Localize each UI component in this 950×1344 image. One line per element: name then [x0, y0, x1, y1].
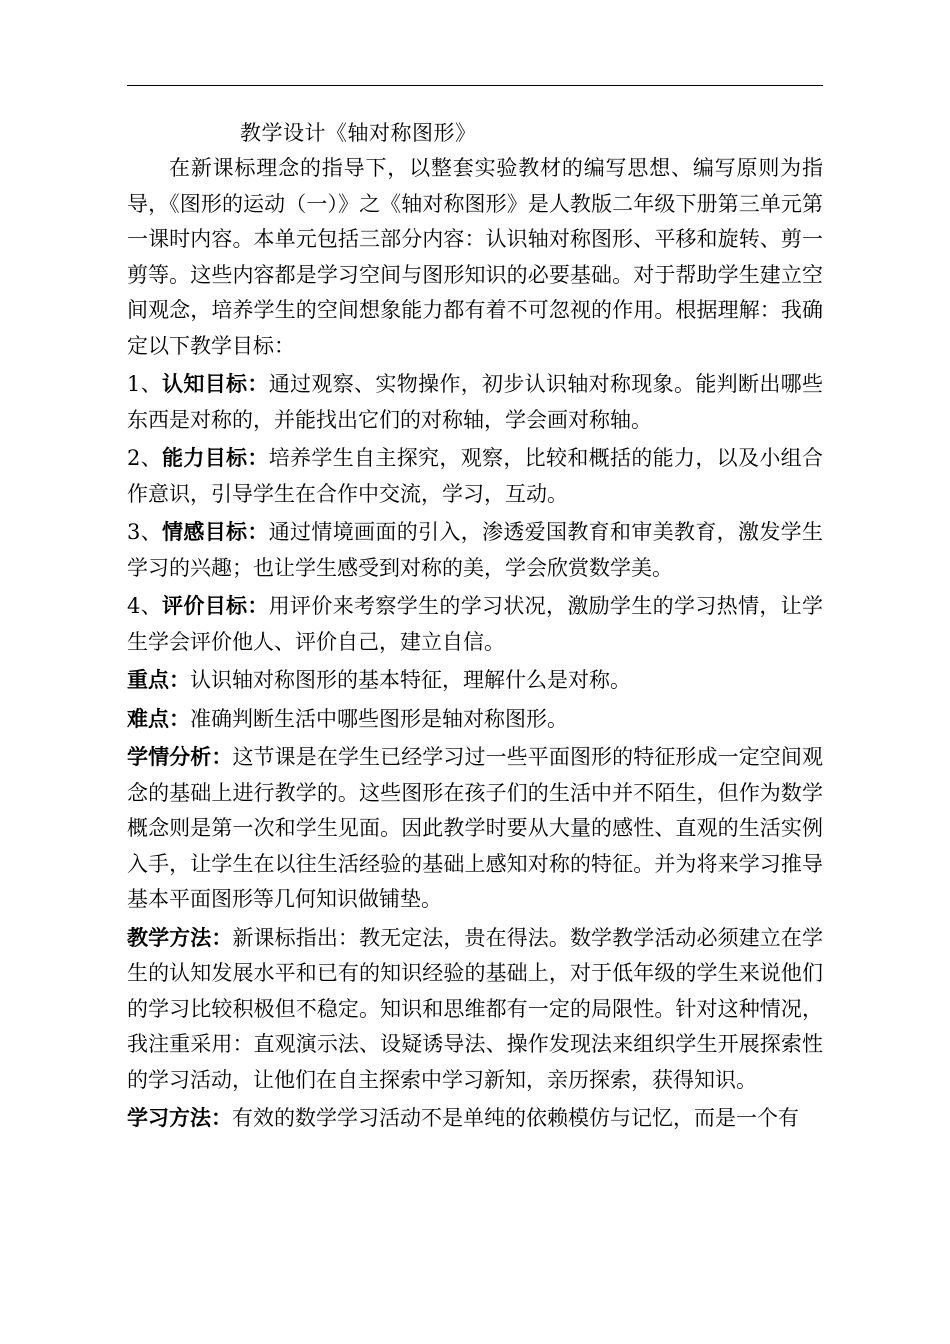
section-label: 重点: [127, 667, 169, 692]
goal-evaluation: 4、评价目标：用评价来考察学生的学习状况，激励学生的学习热情，让学生学会评价他人、评价自己，建立自信。: [127, 593, 824, 654]
section-difficulty: 难点：准确判断生活中哪些图形是轴对称图形。: [127, 705, 568, 731]
section-key-point: 重点：认识轴对称图形的基本特征，理解什么是对称。: [127, 667, 631, 692]
goal-ability: 2、能力目标：培养学生自主探究，观察，比较和概括的能力，以及小组合作意识，引导学生在合作中交流，学习，互动。: [127, 445, 824, 506]
goal-label: 能力目标: [162, 445, 248, 470]
section-label: 学习方法: [127, 1105, 211, 1130]
section-label: 难点: [127, 705, 169, 731]
section-learner-analysis: 学情分析：这节课是在学生已经学习过一些平面图形的特征形成一定空间观念的基础上进行教学的。这些图形在孩子们的生活中并不陌生，但作为数学概念则是第一次和学生见面。因此教学时要从大量的感性、直观的生活实例入手，让学生在以往生活经验的基础上感知对称的特征。并为将来学习推导基本平面图形等几何知识做铺垫。: [127, 744, 823, 911]
header-rule: [127, 85, 823, 86]
document-body: [127, 116, 823, 1137]
intro-paragraph: 在新课标理念的指导下，以整套实验教材的编写思想、编写原则为指导，《图形的运动（一）》之《轴对称图形》是人教版二年级下册第三单元第一课时内容。本单元包括三部分内容：认识轴对称图形、平移和旋转、剪一剪等。这些内容都是学习空间与图形知识的必要基础。对于帮助学生建立空间观念，培养学生的空间想象能力都有着不可忽视的作用。根据理解：我确定以下教学目标：: [127, 156, 823, 358]
section-learning-method: 学习方法：有效的数学学习活动不是单纯的依赖模仿与记忆，而是一个有: [127, 1105, 799, 1130]
goal-emotion: 3、情感目标：通过情境画面的引入，渗透爱国教育和审美教育，激发学生学习的兴趣；也让学生感受到对称的美，学会欣赏数学美。: [127, 519, 824, 580]
goal-label: 认知目标: [162, 371, 248, 396]
goal-label: 情感目标: [162, 519, 248, 544]
section-label: 学情分析: [127, 744, 212, 769]
goal-cognitive: 1、认知目标：通过观察、实物操作，初步认识轴对称现象。能判断出哪些东西是对称的，并能找出它们的对称轴，学会画对称轴。: [127, 371, 824, 432]
document-title: 教学设计《轴对称图形》: [240, 121, 477, 145]
section-label: 教学方法: [127, 924, 212, 950]
section-teaching-method: 教学方法：新课标指出：教无定法，贵在得法。数学教学活动必须建立在学生的认知发展水平和已有的知识经验的基础上，对于低年级的学生来说他们的学习比较积极但不稳定。知识和思维都有一定的局限性。针对这种情况，我注重采用：直观演示法、设疑诱导法、操作发现法来组织学生开展探索性的学习活动，让他们在自主探索中学习新知，亲历探索，获得知识。: [127, 924, 823, 1092]
goal-label: 评价目标: [162, 593, 248, 618]
